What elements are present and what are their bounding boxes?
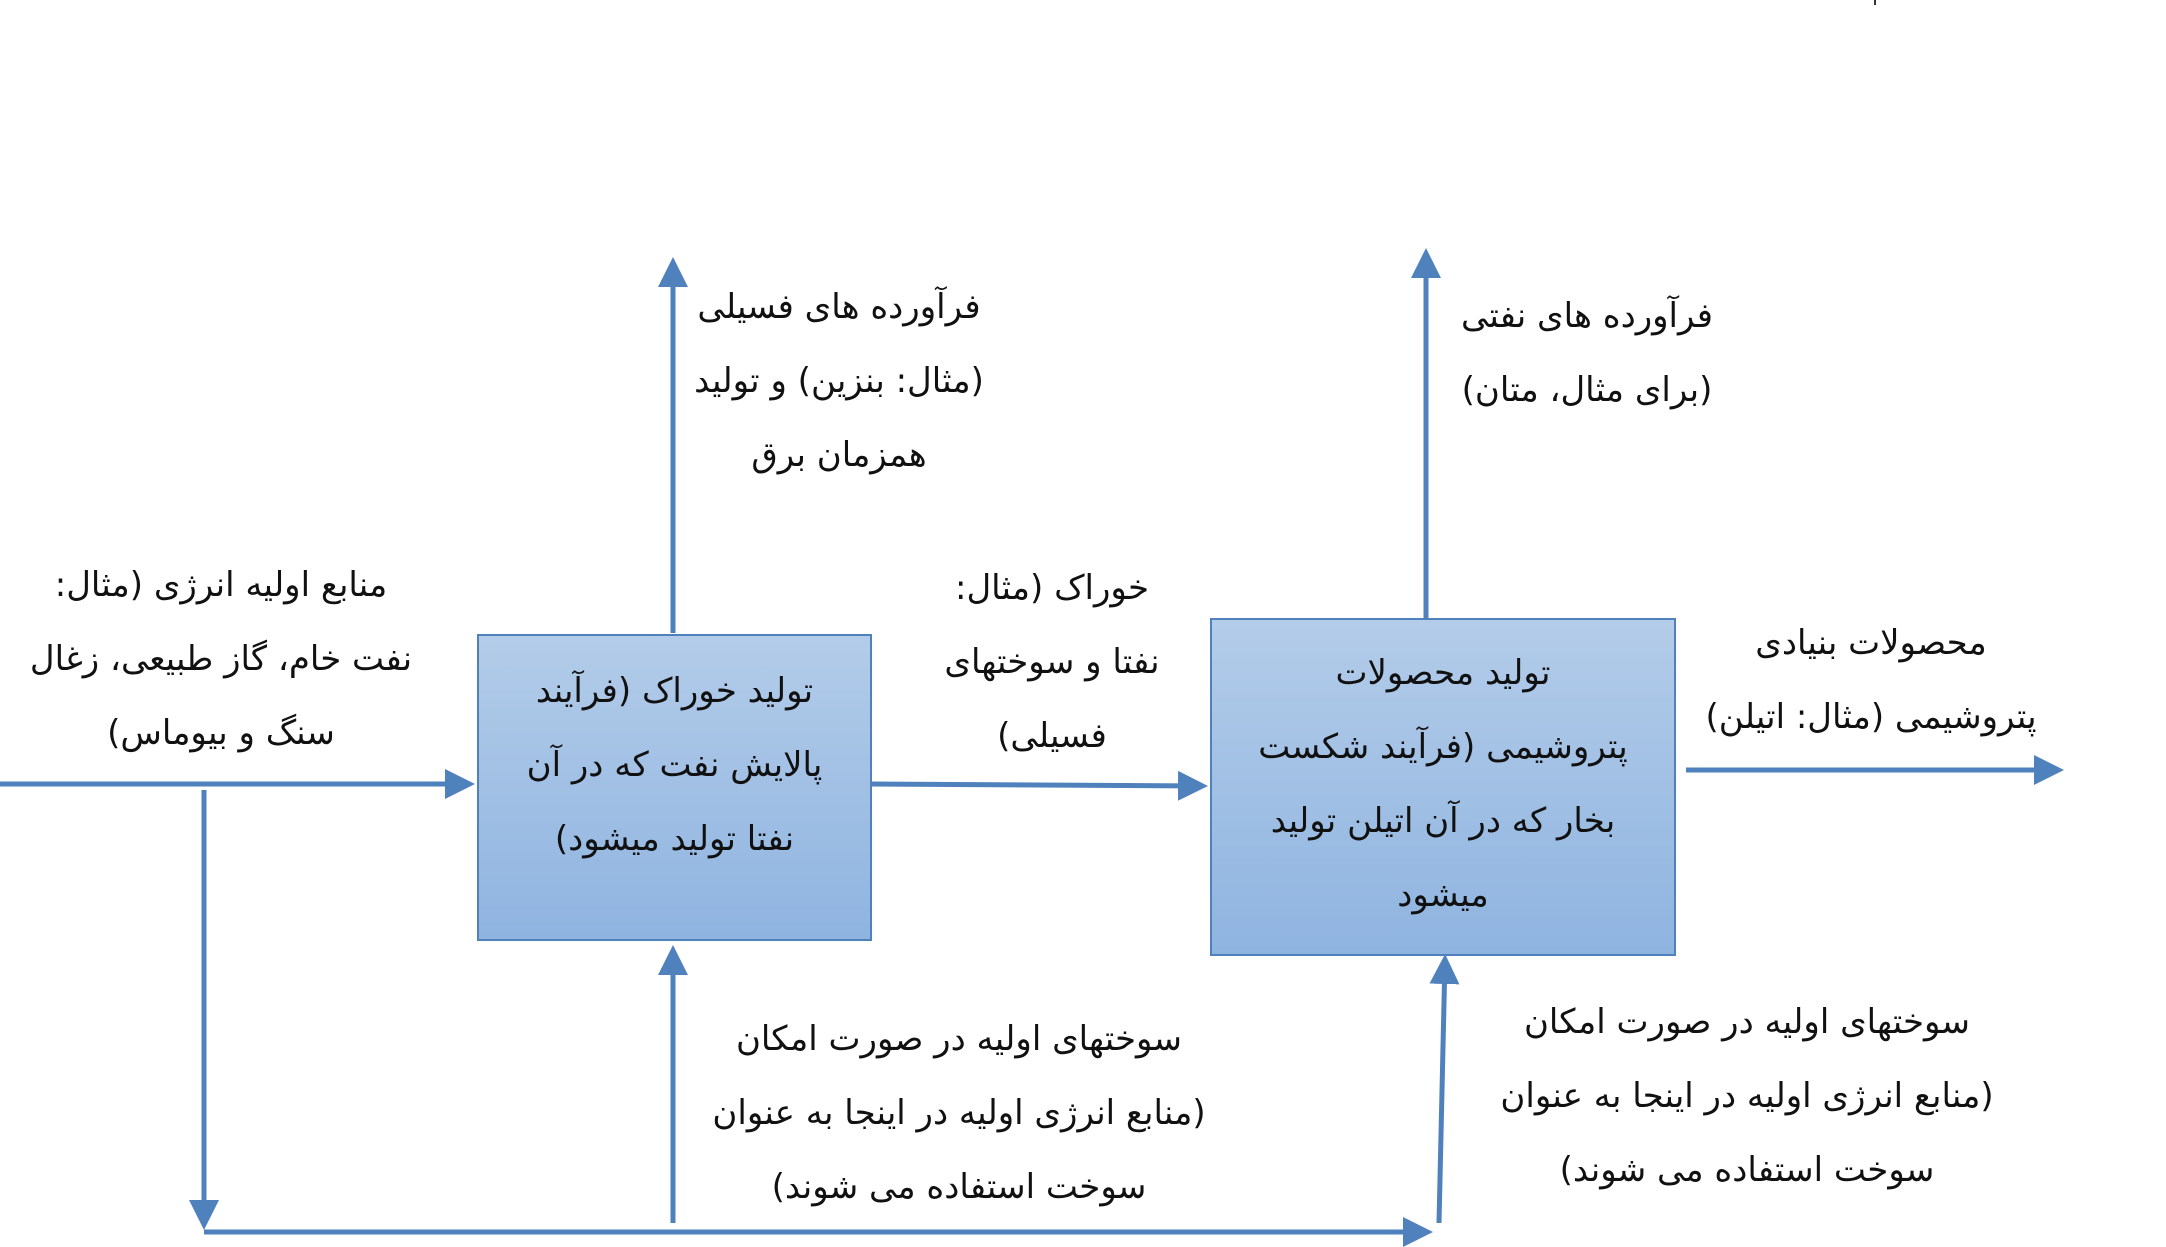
label-line: نفت خام، گاز طبیعی، زغال — [29, 639, 413, 679]
box1-line: پالایش نفت که در آن — [526, 745, 823, 785]
box1-line: نفتا تولید میشود) — [554, 819, 795, 859]
label-line: فسیلی) — [997, 716, 1107, 756]
box1-line: تولید خوراک (فرآیند — [535, 671, 814, 711]
label-line: (برای مثال، متان) — [1461, 370, 1713, 410]
label-line: منابع اولیه انرژی (مثال: — [54, 565, 388, 605]
label-line: (منابع انرژی اولیه در اینجا به عنوان — [1500, 1076, 1994, 1116]
label-line: پتروشیمی (مثال: اتیلن) — [1705, 697, 2037, 737]
label-line: سنگ و بیوماس) — [107, 713, 335, 753]
fuel-label-1 — [712, 1002, 1205, 1224]
box-feed-production — [477, 634, 872, 941]
feed-arrow — [871, 784, 1203, 786]
label-line: همزمان برق — [751, 435, 927, 475]
box2-line: تولید محصولات — [1335, 653, 1551, 693]
label-line: محصولات بنیادی — [1755, 623, 1987, 663]
label-line: سوخت استفاده می شوند) — [771, 1167, 1147, 1207]
label-line: خوراک (مثال: — [955, 568, 1149, 608]
label-line: نفتا و سوختهای — [944, 642, 1160, 682]
label-line: فرآورده های نفتی — [1460, 296, 1714, 336]
final-output-label — [1705, 606, 2036, 754]
fuel-label-2 — [1500, 985, 1993, 1207]
box2-line: میشود — [1397, 875, 1489, 915]
box2-line: بخار که در آن اتیلن تولید — [1270, 801, 1616, 841]
box2-line: پتروشیمی (فرآیند شکست — [1258, 727, 1628, 767]
box1-output-label — [694, 270, 984, 492]
box-petrochemical-production — [1210, 618, 1676, 956]
label-line: سوختهای اولیه در صورت امکان — [1523, 1002, 1971, 1042]
box2-output-label — [1461, 279, 1713, 427]
feed-label — [944, 551, 1159, 773]
label-line: سوختهای اولیه در صورت امکان — [735, 1019, 1183, 1059]
label-line: فرآورده های فسیلی — [697, 287, 981, 327]
fuel-to-box2-arrow — [1439, 959, 1445, 1223]
label-line: (مثال: بنزین) و تولید — [694, 361, 984, 401]
input-label — [30, 548, 412, 770]
label-line: سوخت استفاده می شوند) — [1559, 1150, 1935, 1190]
label-line: (منابع انرژی اولیه در اینجا به عنوان — [712, 1093, 1206, 1133]
